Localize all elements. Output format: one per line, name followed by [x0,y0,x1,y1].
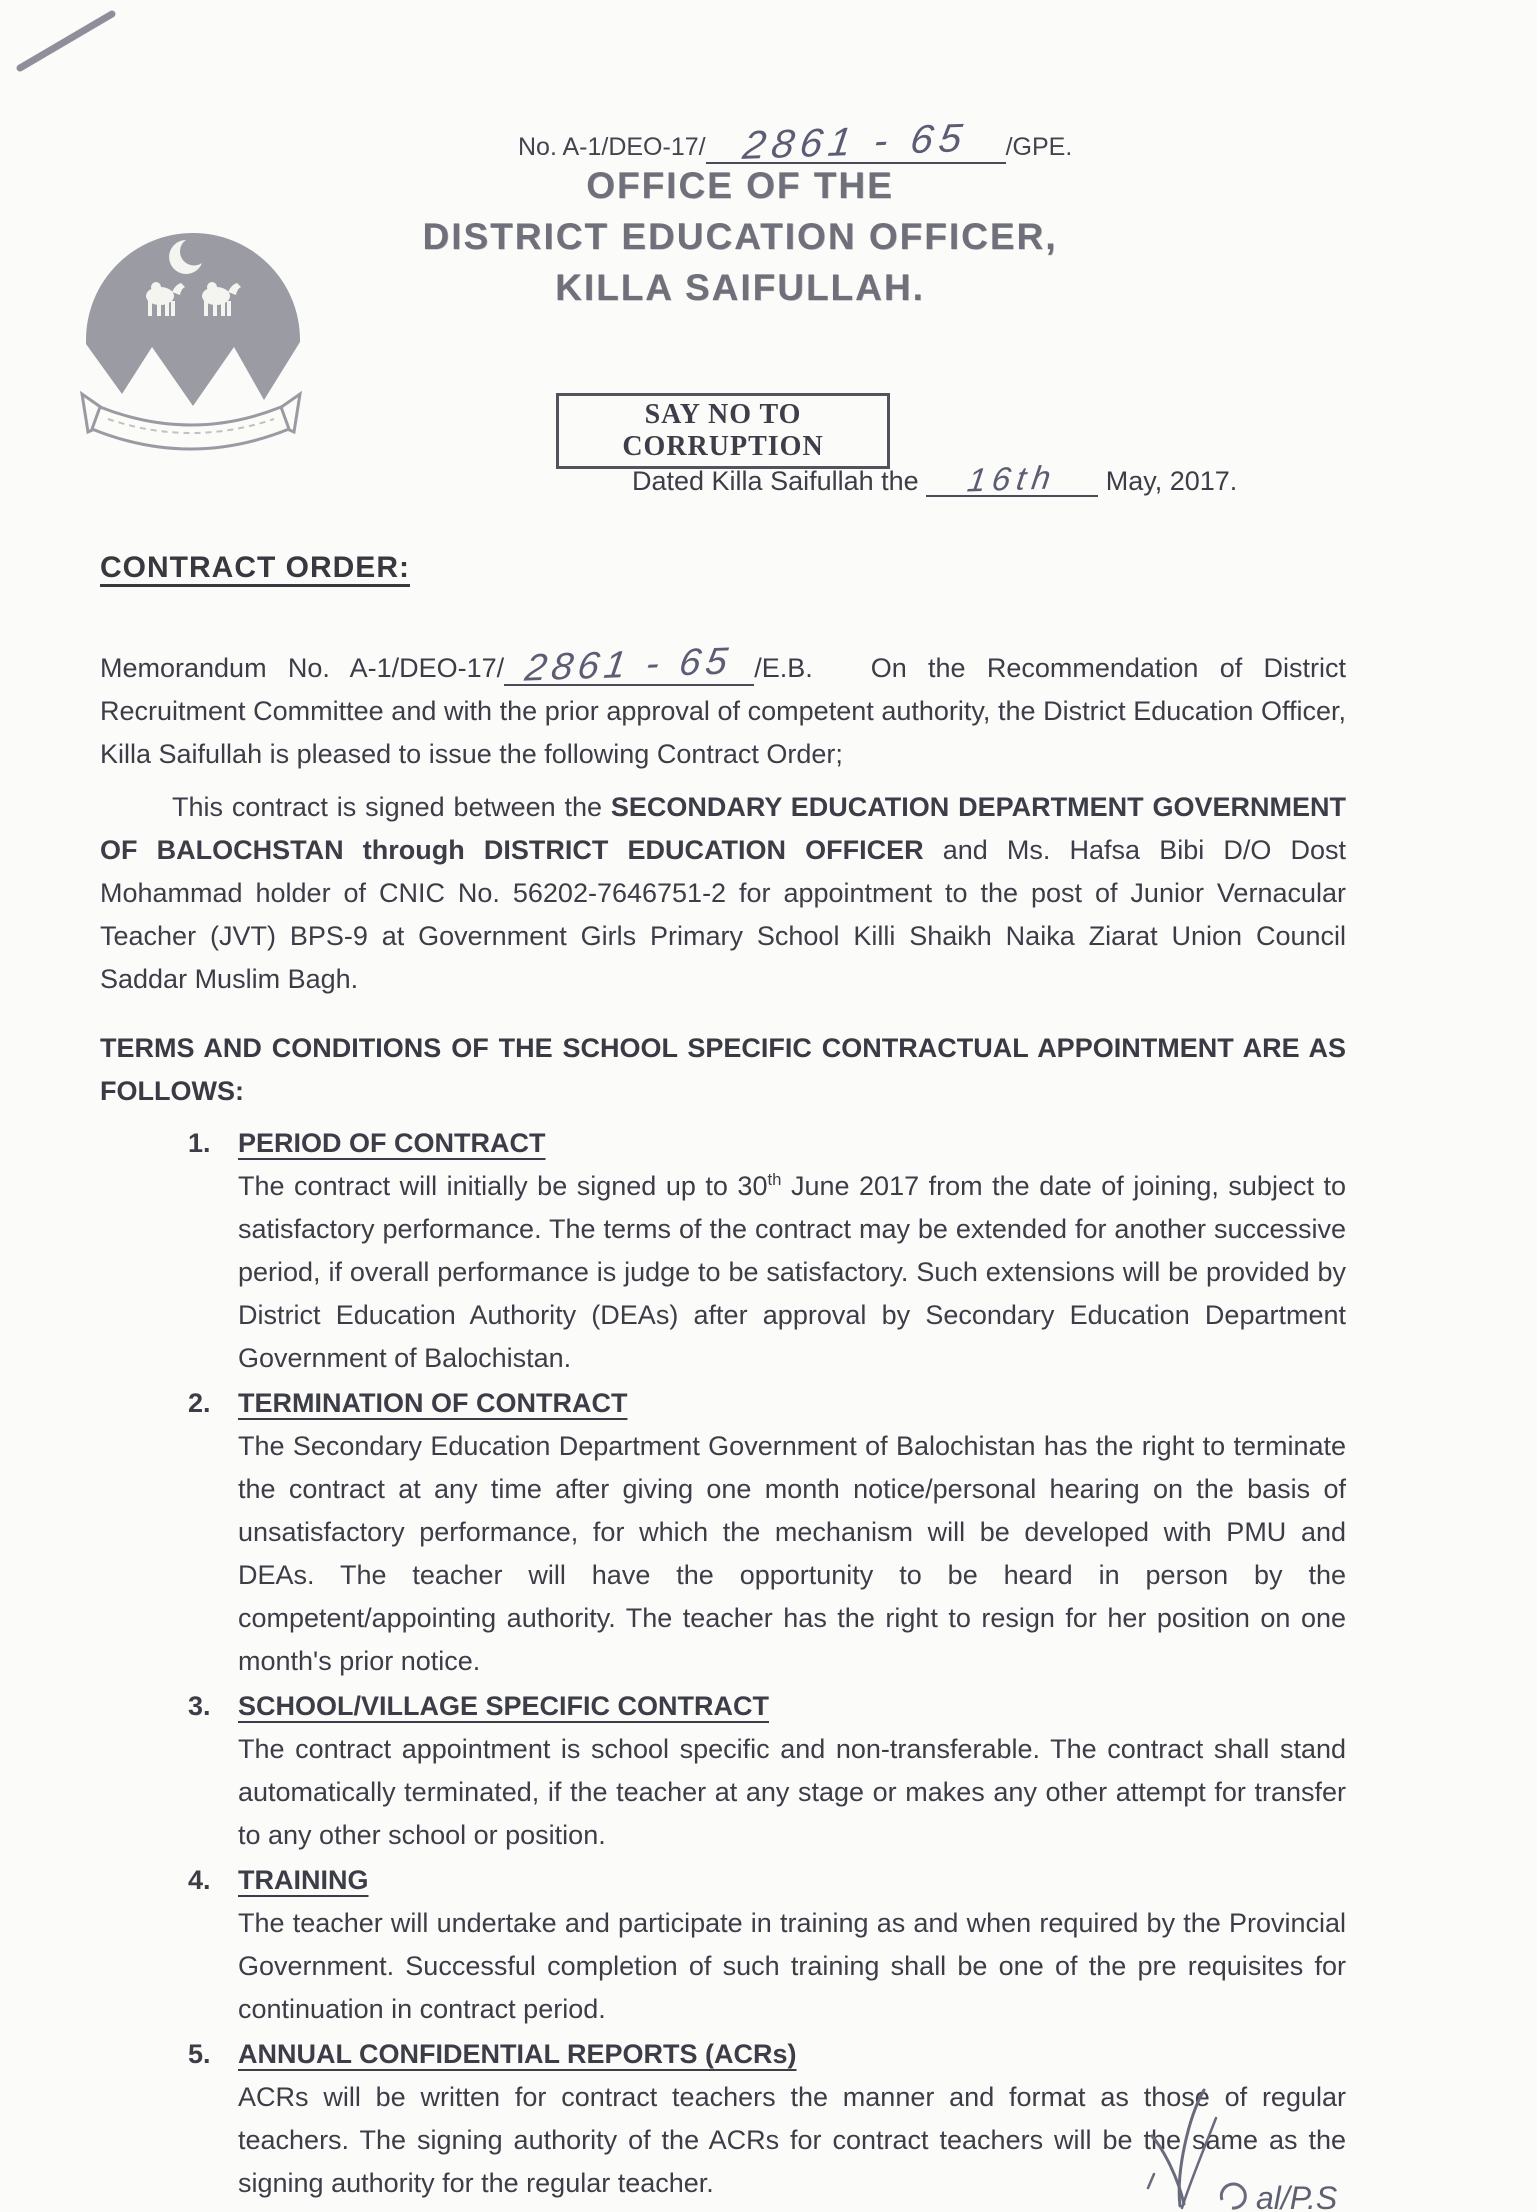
term-body: ACRs will be written for contract teachers the manner and format as those of regular teachers. The signing authority of the ACRs for contract teachers will be the same as the signing authority for the regular teacher. [238,2082,1346,2198]
parties-seg1: This contract is signed between the [172,792,611,822]
term1-body-pre: The contract will initially be signed up to 30 [238,1171,768,1201]
memorandum-paragraph [100,640,1346,776]
memo-number-handwritten: 2861 - 65 [522,640,736,690]
term1-superscript: th [767,1170,782,1189]
memo-prefix: Memorandum No. A-1/DEO-17/ [100,653,505,683]
term-content [238,1685,1346,1857]
office-line-1: OFFICE OF THE [586,165,894,206]
term-body: The teacher will undertake and participate in training as and when required by the Provincial Government. Successful completion of such training shall be one of the pre requisites for continuation in contract period. [238,1908,1346,2024]
office-line-2: DISTRICT EDUCATION OFFICER, [422,216,1058,257]
slogan-box: SAY NO TO CORRUPTION [556,393,890,469]
office-line-3: KILLA SAIFULLAH. [555,267,925,308]
term-body [238,1165,1346,1380]
term-body: The contract appointment is school specific and non-transferable. The contract shall stand automatically terminated, if the teacher at any stage or makes any other attempt for transfer to any other school or position. [238,1734,1346,1850]
document-body [100,640,1346,2205]
term-number: 4. [188,1865,211,1895]
memo-rest: On the Recommendation of District Recruitment Committee and with the prior approval of competent authority, the District Education Officer, Killa Saifullah is pleased to issue the following Contract Order; [100,653,1346,769]
terms-list [100,1122,1346,2205]
term-heading: ANNUAL CONFIDENTIAL REPORTS (ACRs) [238,2039,797,2069]
term-item-2 [100,1382,1346,1683]
term-content [238,1382,1346,1683]
date-suffix: May, 2017. [1105,466,1238,496]
term-item-3 [100,1685,1346,1857]
term-item-4 [100,1859,1346,2031]
term-heading: SCHOOL/VILLAGE SPECIFIC CONTRACT [238,1691,770,1721]
term-body: The Secondary Education Department Government of Balochistan has the right to terminate the contract at any time after giving one month notice/personal hearing on the basis of unsatisfactory performance, for which the mechanism will be developed with PMU and DEAs. The teacher will have the opportunity to be heard in person by the competent/appointing authority. The teacher has the right to resign for her position on one month's prior notice. [238,1431,1346,1676]
memo-suffix: /E.B. [754,653,813,683]
term-number: 5. [188,2039,211,2069]
document-title: CONTRACT ORDER: [100,551,410,584]
ref-number-handwritten: 2861 - 65 [740,116,971,168]
district-crest-logo [68,182,313,452]
date-line [632,458,1238,499]
contract-parties-paragraph [100,786,1346,1001]
date-prefix: Dated Killa Saifullah the [632,466,919,496]
term-number: 1. [188,1128,211,1158]
term-number: 3. [188,1691,211,1721]
terms-heading: TERMS AND CONDITIONS OF THE SCHOOL SPECIFIC CONTRACTUAL APPOINTMENT ARE AS FOLLOWS: [100,1033,1346,1106]
term-item-1 [100,1122,1346,1380]
date-handwritten: 16th [965,458,1060,499]
ref-prefix: No. A-1/DEO-17/ [518,133,706,161]
reference-number-line [518,116,1438,168]
term-heading: TRAINING [238,1865,369,1895]
parties-seg3: and Ms. Hafsa Bibi D/O Dost Mohammad holder of CNIC No. 56202-7646751-2 for appointment to the post of Junior Vernacular Teacher (JVT) BPS-9 at Government Girls Primary School Killi Shaikh Naika Ziarat Union Council Saddar Muslim Bagh. [100,835,1346,994]
term-number: 2. [188,1388,211,1418]
term-heading: TERMINATION OF CONTRACT [238,1388,628,1418]
pen-stroke-mark [8,4,128,76]
term1-body-post: June 2017 from the date of joining, subject to satisfactory performance. The terms of the contract may be extended for another successive period, if overall performance is judge to be satisfactory. Such extensions will be provided by District Education Authority (DEAs) after approval by Secondary Education Department Government of Balochistan. [238,1171,1346,1373]
date-blank [926,458,1098,499]
term-content [238,1122,1346,1380]
signature-mark [1118,2078,1418,2212]
ref-number-blank [706,116,1006,168]
office-letterhead [390,160,1090,313]
signature-text-fragment: al/P.S [1256,2180,1338,2212]
ref-suffix: /GPE. [1005,133,1073,161]
parties-seg2-bold: SECONDARY EDUCATION DEPARTMENT GOVERNMENT OF BALOCHSTAN through DISTRICT EDUCATION OFFICER [100,792,1346,865]
term-content [238,1859,1346,2031]
memo-number-blank [504,640,754,690]
term-heading: PERIOD OF CONTRACT [238,1128,546,1158]
